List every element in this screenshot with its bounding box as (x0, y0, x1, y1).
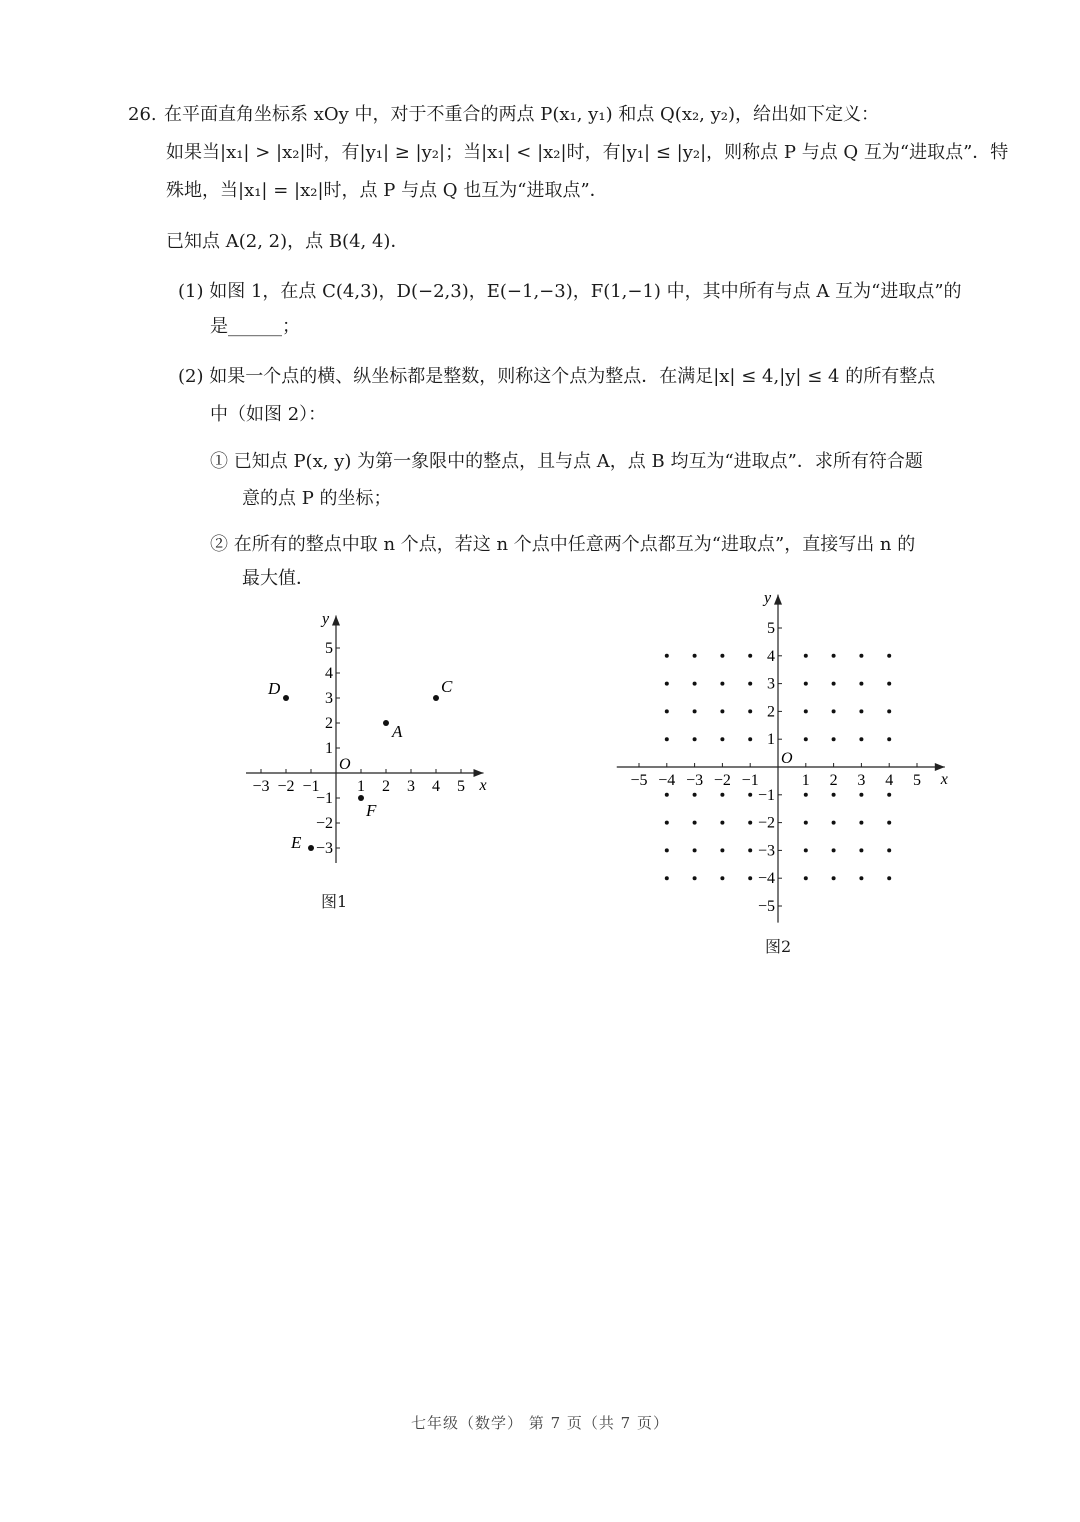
x-tick-label: 5 (913, 772, 921, 789)
problem-number: 26. (128, 104, 157, 125)
lattice-point (832, 793, 836, 797)
lattice-point (804, 737, 808, 741)
lattice-point (693, 848, 697, 852)
sub2-line-2: 最大值． (242, 568, 314, 589)
part1-line-1: (1) 如图 1，在点 C(4,3)，D(−2,3)，E(−1,−3)，F(1,−1) 中，其中所有与点 A 互为“进取点”的 (178, 281, 962, 302)
x-tick-label: 1 (801, 772, 810, 789)
lattice-point (804, 793, 808, 797)
point-A (383, 720, 389, 726)
figure-1-caption: 图1 (321, 892, 348, 911)
y-tick-label: −2 (757, 814, 775, 832)
given-points: 已知点 A(2, 2)，点 B(4, 4)． (166, 231, 409, 252)
y-tick-label: −3 (315, 840, 333, 857)
part2-line-1: (2) 如果一个点的横、纵坐标都是整数，则称这个点为整点．在满足|x| ≤ 4,|y| ≤ 4 的所有整点 (178, 366, 936, 387)
x-tick-label: 5 (457, 778, 465, 795)
origin-label: O (339, 756, 351, 773)
lattice-point (720, 848, 724, 852)
y-tick-label: 4 (767, 647, 775, 665)
lattice-point (887, 709, 891, 713)
point-label-F: F (366, 801, 377, 820)
y-tick-label: −1 (315, 790, 333, 807)
x-tick-label: −2 (277, 778, 295, 795)
y-tick-label: 4 (325, 665, 333, 682)
lattice-point (804, 709, 808, 713)
lattice-point (720, 737, 724, 741)
lattice-point (693, 821, 697, 825)
point-F (358, 795, 364, 801)
y-tick-label: −3 (757, 842, 775, 860)
definition-line-1: 如果当|x₁| > |x₂|时，有|y₁| ≥ |y₂|；当|x₁| < |x₂|时，有|y₁| ≤ |y₂|，则称点 P 与点 Q 互为“进取点”．特 (166, 142, 1009, 163)
point-D (283, 695, 289, 701)
lattice-point (665, 737, 669, 741)
page-footer: 七年级（数学） 第 7 页（共 7 页） (411, 1414, 669, 1432)
lattice-point (887, 737, 891, 741)
point-C (433, 695, 439, 701)
lattice-point (693, 793, 697, 797)
figure-2-lattice-plot (608, 585, 958, 930)
lattice-point (887, 848, 891, 852)
y-tick-label: 2 (767, 703, 775, 721)
lattice-point (859, 737, 863, 741)
x-tick-label: −4 (658, 772, 676, 789)
figure-2-caption: 图2 (765, 937, 792, 956)
lattice-point (804, 848, 808, 852)
lattice-point (665, 682, 669, 686)
x-axis-label: x (479, 777, 487, 794)
sub1-line-2: 意的点 P 的坐标； (242, 488, 392, 509)
lattice-point (748, 821, 752, 825)
lattice-point (832, 709, 836, 713)
x-tick-label: −3 (252, 778, 270, 795)
lattice-point (887, 682, 891, 686)
lattice-point (693, 709, 697, 713)
lattice-point (693, 737, 697, 741)
lattice-point (665, 709, 669, 713)
point-label-C: C (441, 677, 453, 696)
lattice-point (748, 876, 752, 880)
lattice-point (665, 793, 669, 797)
y-tick-label: −4 (757, 870, 775, 888)
lattice-point (804, 654, 808, 658)
lattice-point (832, 682, 836, 686)
lattice-point (887, 654, 891, 658)
lattice-point (748, 848, 752, 852)
y-axis-label: y (322, 610, 330, 628)
point-label-A: A (392, 722, 403, 741)
y-tick-label: 1 (325, 740, 333, 757)
part1-line-2: 是______； (210, 316, 300, 337)
x-tick-label: 2 (382, 778, 390, 795)
lattice-point (804, 876, 808, 880)
y-tick-label: −2 (315, 815, 333, 832)
y-tick-label: 1 (767, 731, 775, 749)
lattice-point (665, 821, 669, 825)
lattice-point (665, 876, 669, 880)
lattice-point (748, 793, 752, 797)
lattice-point (748, 654, 752, 658)
x-axis-arrow (935, 763, 945, 771)
lattice-point (720, 821, 724, 825)
lattice-point (859, 793, 863, 797)
lattice-point (748, 682, 752, 686)
y-tick-label: 5 (767, 620, 775, 637)
point-label-E: E (291, 833, 302, 852)
part2-line-2: 中（如图 2）： (210, 404, 327, 425)
lattice-point (832, 654, 836, 658)
lattice-point (859, 654, 863, 658)
lattice-point (665, 848, 669, 852)
y-axis-label: y (764, 589, 772, 607)
lattice-point (720, 682, 724, 686)
sub1-line-1: ① 已知点 P(x, y) 为第一象限中的整点，且与点 A，点 B 均互为“进取点”．求所有符合题 (210, 451, 923, 472)
lattice-point (693, 682, 697, 686)
x-axis-label: x (940, 771, 948, 788)
sub2-line-1: ② 在所有的整点中取 n 个点，若这 n 个点中任意两个点都互为“进取点”，直接写出 n 的 (210, 534, 916, 555)
x-tick-label: 2 (829, 772, 838, 789)
point-E (308, 845, 314, 851)
lattice-point (859, 821, 863, 825)
point-label-D: D (268, 679, 281, 698)
lattice-point (748, 709, 752, 713)
y-tick-label: −1 (757, 786, 775, 804)
lattice-point (720, 793, 724, 797)
lattice-point (887, 876, 891, 880)
lattice-point (887, 821, 891, 825)
y-axis-arrow (332, 616, 340, 626)
lattice-point (859, 709, 863, 713)
y-tick-label: 5 (325, 640, 333, 657)
lattice-point (859, 848, 863, 852)
lattice-point (859, 876, 863, 880)
lattice-point (693, 654, 697, 658)
x-tick-label: −2 (713, 772, 731, 789)
x-tick-label: 4 (432, 778, 440, 795)
lattice-point (887, 793, 891, 797)
y-tick-label: 3 (767, 675, 775, 693)
lattice-point (832, 876, 836, 880)
lattice-point (720, 654, 724, 658)
x-tick-label: −1 (741, 772, 759, 789)
x-tick-label: 1 (357, 778, 365, 795)
origin-label: O (781, 750, 793, 767)
x-tick-label: −5 (630, 772, 648, 789)
x-tick-label: 3 (407, 778, 415, 795)
x-tick-label: −3 (686, 772, 704, 789)
x-tick-label: 3 (857, 772, 866, 789)
lattice-point (693, 876, 697, 880)
lattice-point (859, 682, 863, 686)
figure-1-coordinate-plot (230, 605, 510, 885)
lattice-point (720, 876, 724, 880)
lattice-point (832, 821, 836, 825)
y-axis-arrow (774, 595, 782, 605)
y-tick-label: 3 (325, 690, 333, 707)
y-tick-label: −5 (757, 898, 775, 915)
definition-line-2: 殊地，当|x₁| = |x₂|时，点 P 与点 Q 也互为“进取点”． (166, 180, 608, 201)
lattice-point (804, 682, 808, 686)
lattice-point (720, 709, 724, 713)
lattice-point (665, 654, 669, 658)
lattice-point (832, 848, 836, 852)
x-tick-label: −1 (302, 778, 320, 795)
y-tick-label: 2 (325, 715, 333, 732)
lattice-point (832, 737, 836, 741)
x-axis-arrow (474, 769, 484, 777)
lattice-point (748, 737, 752, 741)
problem-intro: 在平面直角坐标系 xOy 中，对于不重合的两点 P(x₁, y₁) 和点 Q(x₂, y₂)，给出如下定义： (164, 104, 880, 125)
lattice-point (804, 821, 808, 825)
x-tick-label: 4 (885, 772, 894, 789)
